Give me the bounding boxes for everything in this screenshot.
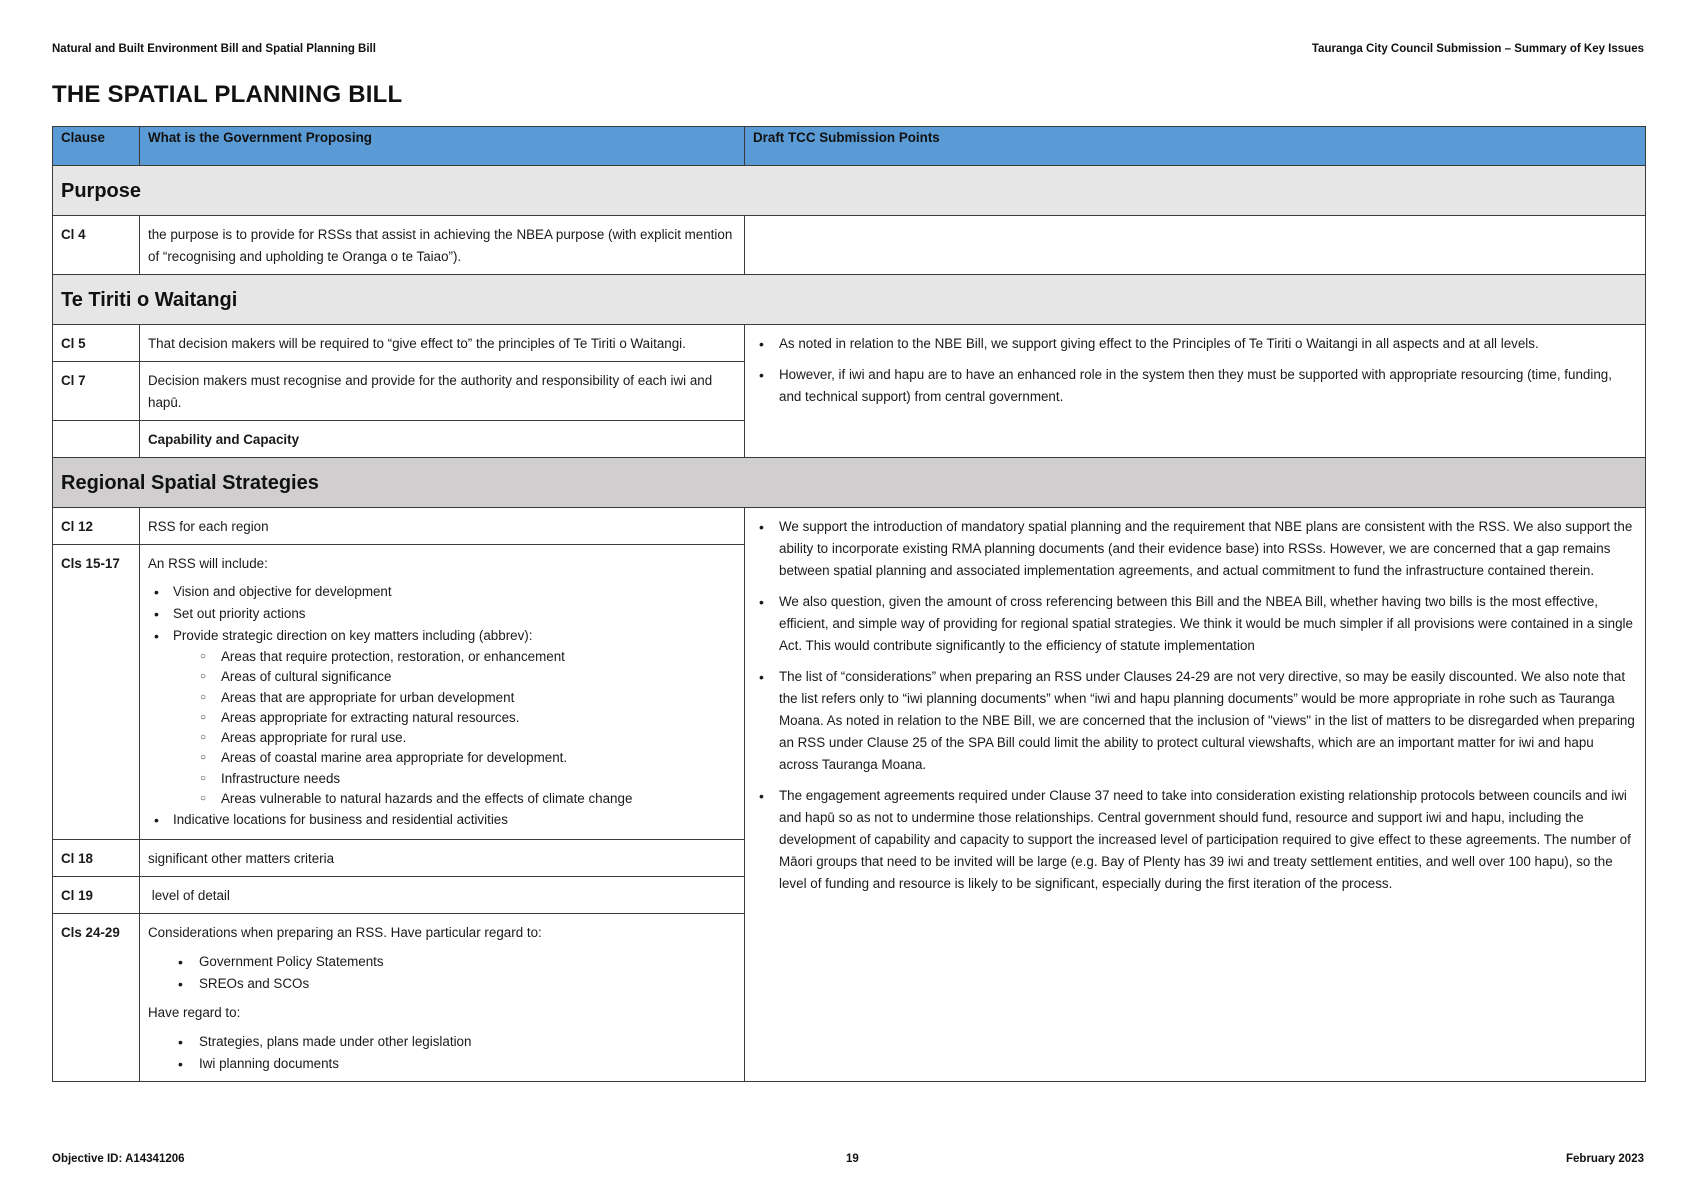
proposal-bullet (148, 625, 736, 647)
table-row (53, 216, 1646, 275)
clause-cell: Cl 5 (53, 325, 140, 362)
column-header-proposal: What is the Government Proposing (140, 127, 745, 166)
submission-point: • We support the introduction of mandatory spatial planning and the requirement that NBE plans are consistent with the RSS. We also support the ability to incorporate existing RMA planning documents (and their evidence base) into RSSs. However, we are concerned that a gap remains between spatial planning and associated implementation agreements, and actual commitment to fund the infrastructure contained therein. (753, 516, 1635, 582)
proposal-bullet: • Government Policy Statements (148, 951, 736, 973)
section-heading: Regional Spatial Strategies (53, 458, 1646, 508)
proposal-bullet: • Strategies, plans made under other legislation (148, 1031, 736, 1053)
proposal-cell (140, 914, 745, 1082)
submission-point: • As noted in relation to the NBE Bill, we support giving effect to the Principles of Te Tiriti o Waitangi in all aspects and at all levels. (753, 333, 1635, 355)
table-row (53, 325, 1646, 362)
section-heading: Purpose (53, 166, 1646, 216)
footer-date: February 2023 (1566, 1153, 1644, 1165)
proposal-sub-bullet: ○ Areas that are appropriate for urban development (148, 688, 736, 708)
proposal-bullet: • SREOs and SCOs (148, 973, 736, 995)
submission-point: • We also question, given the amount of cross referencing between this Bill and the NBEA Bill, whether having two bills is the most effective, efficient, and simple way of providing for regional spatial strategies. We think it would be much simpler if all provisions were contained in a single Act. This would contribute significantly to the efficiency of statute implementation (753, 591, 1635, 657)
proposal-bullet: • Iwi planning documents (148, 1053, 736, 1075)
submission-point: • However, if iwi and hapu are to have an enhanced role in the system then they must be supported with appropriate resourcing (time, funding, and technical support) from central government. (753, 364, 1635, 408)
proposal-sub-bullet: ○ Areas appropriate for extracting natural resources. (148, 708, 736, 728)
submission-point: • The list of “considerations” when preparing an RSS under Clauses 24-29 are not very directive, so may be easily discounted. We also note that the list refers only to “iwi planning documents” when “iwi and hapu planning documents” would be more appropriate in rohe such as Tauranga Moana. As noted in relation to the NBE Bill, we are concerned that the inclusion of "views" in the list of matters to be disregarded when preparing an RSS under Clause 25 of the SPA Bill could limit the ability to protect cultural viewshafts, which are an important matter for iwi and hapu across Tauranga Moana. (753, 666, 1635, 776)
section-row-tiriti (53, 275, 1646, 325)
proposal-cell: RSS for each region (140, 508, 745, 545)
proposal-sub-bullet: ○ Areas of coastal marine area appropriate for development. (148, 748, 736, 768)
proposal-sub-bullet: ○ Areas vulnerable to natural hazards and the effects of climate change (148, 789, 736, 809)
clause-cell (53, 421, 140, 458)
proposal-sub-bullet: ○ Infrastructure needs (148, 769, 736, 789)
running-header-title: Natural and Built Environment Bill and Spatial Planning Bill (52, 43, 376, 55)
footer-objective-id: Objective ID: A14341206 (52, 1153, 185, 1165)
table-header-row (53, 127, 1646, 166)
proposal-sub-bullet: ○ Areas that require protection, restoration, or enhancement (148, 647, 736, 667)
proposal-cell: significant other matters criteria (140, 840, 745, 877)
clause-cell: Cls 24-29 (53, 914, 140, 1082)
proposal-cell: the purpose is to provide for RSSs that assist in achieving the NBEA purpose (with explicit mention of “recognising and upholding te Oranga o te Taiao”). (140, 216, 745, 275)
clause-cell: Cls 15-17 (53, 545, 140, 840)
issues-table (52, 126, 1646, 1082)
running-header-subtitle: Tauranga City Council Submission – Summary of Key Issues (1311, 43, 1644, 55)
proposal-sub-bullet: ○ Areas of cultural significance (148, 667, 736, 687)
proposal-intro: Considerations when preparing an RSS. Have particular regard to: (148, 925, 542, 940)
proposal-cell (140, 545, 745, 840)
proposal-cell: That decision makers will be required to “give effect to” the principles of Te Tiriti o Waitangi. (140, 325, 745, 362)
column-header-clause: Clause (53, 127, 140, 166)
clause-cell: Cl 18 (53, 840, 140, 877)
proposal-intro: An RSS will include: (148, 556, 268, 571)
proposal-bullet: • Set out priority actions (148, 603, 736, 625)
page-title: THE SPATIAL PLANNING BILL (52, 81, 403, 108)
clause-cell: Cl 12 (53, 508, 140, 545)
clause-cell: Cl 4 (53, 216, 140, 275)
proposal-regard: Have regard to: (148, 1005, 241, 1020)
column-header-submission: Draft TCC Submission Points (745, 127, 1646, 166)
section-heading: Te Tiriti o Waitangi (53, 275, 1646, 325)
section-row-purpose (53, 166, 1646, 216)
subheading-capability: Capability and Capacity (140, 421, 745, 458)
proposal-cell: Decision makers must recognise and provide for the authority and responsibility of each iwi and hapū. (140, 362, 745, 421)
submission-cell (745, 325, 1646, 458)
proposal-bullet-text: Provide strategic direction on key matters including (abbrev): (173, 628, 533, 643)
clause-cell: Cl 19 (53, 877, 140, 914)
proposal-bullet: • Indicative locations for business and residential activities (148, 809, 736, 831)
submission-cell (745, 216, 1646, 275)
proposal-bullet: • Vision and objective for development (148, 581, 736, 603)
proposal-cell: level of detail (140, 877, 745, 914)
proposal-sub-bullet: ○ Areas appropriate for rural use. (148, 728, 736, 748)
page-number: 19 (846, 1153, 859, 1165)
submission-cell (745, 508, 1646, 1082)
clause-cell: Cl 7 (53, 362, 140, 421)
table-row (53, 508, 1646, 545)
section-row-rss (53, 458, 1646, 508)
submission-point: • The engagement agreements required under Clause 37 need to take into consideration existing relationship protocols between councils and iwi and hapū so as not to undermine those relationships. Central government should fund, resource and support iwi and hapu, including the development of capability and capacity to support the increased level of participation required to give effect to these agreements. The number of Māori groups that need to be invited will be large (e.g. Bay of Plenty has 39 iwi and treaty settlement entities, and well over 100 hapu), so the level of funding and resource is likely to be significant, especially during the first iteration of the process. (753, 785, 1635, 895)
